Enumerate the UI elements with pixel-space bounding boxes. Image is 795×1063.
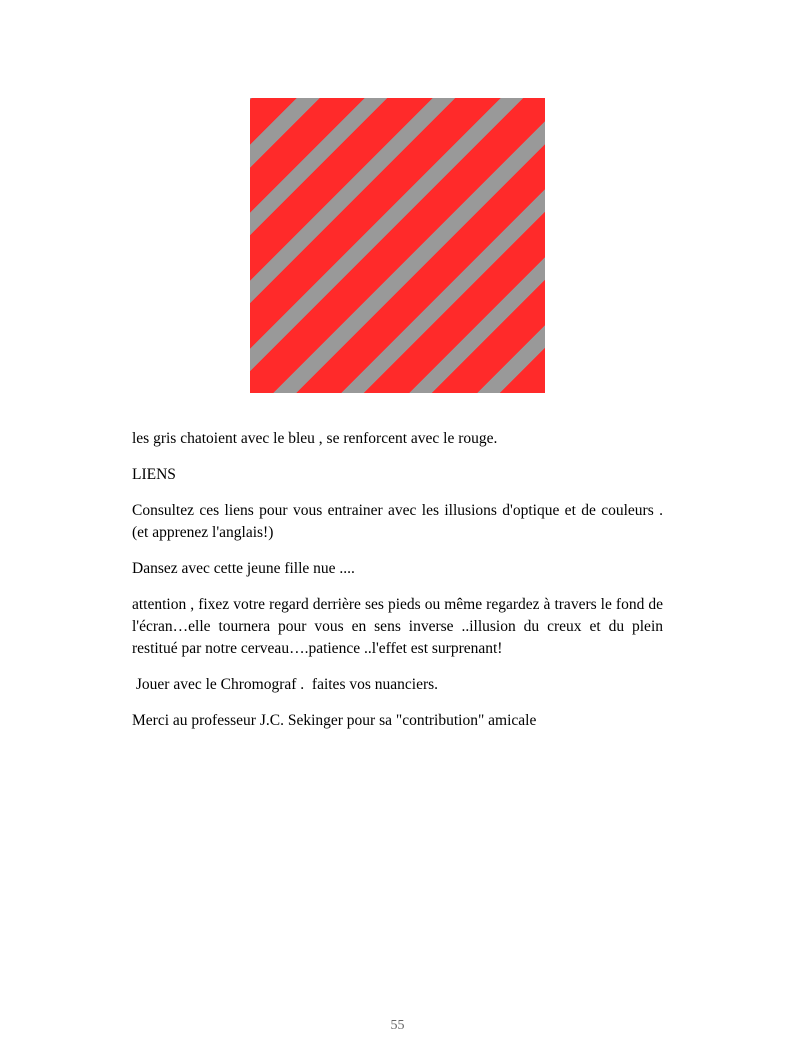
heading-liens: LIENS <box>132 466 176 483</box>
page-number: 55 <box>390 1018 405 1033</box>
text-body <box>132 428 663 746</box>
paragraph-grey-shimmer: les gris chatoient avec le bleu , se renforcent avec le rouge. <box>132 430 498 447</box>
link-chromograf[interactable]: Jouer avec le Chromograf . faites vos nuanciers. <box>132 676 439 693</box>
paragraph-thanks: Merci au professeur J.C. Sekinger pour sa "contribution" amicale <box>132 712 537 729</box>
striped-illusion-image <box>250 98 545 393</box>
paragraph-attention: attention , fixez votre regard derrière ses pieds ou même regardez à travers le fond de l'écran…elle tournera pour vous en sens inverse ..illusion du creux et du plein restitué par notre cerveau….patience ..l'effet est surprenant! <box>132 596 663 657</box>
link-dancing-girl[interactable]: Dansez avec cette jeune fille nue .... <box>132 560 355 577</box>
paragraph-consult-links: Consultez ces liens pour vous entrainer avec les illusions d'optique et de couleurs . (et apprenez l'anglais!) <box>132 502 663 541</box>
